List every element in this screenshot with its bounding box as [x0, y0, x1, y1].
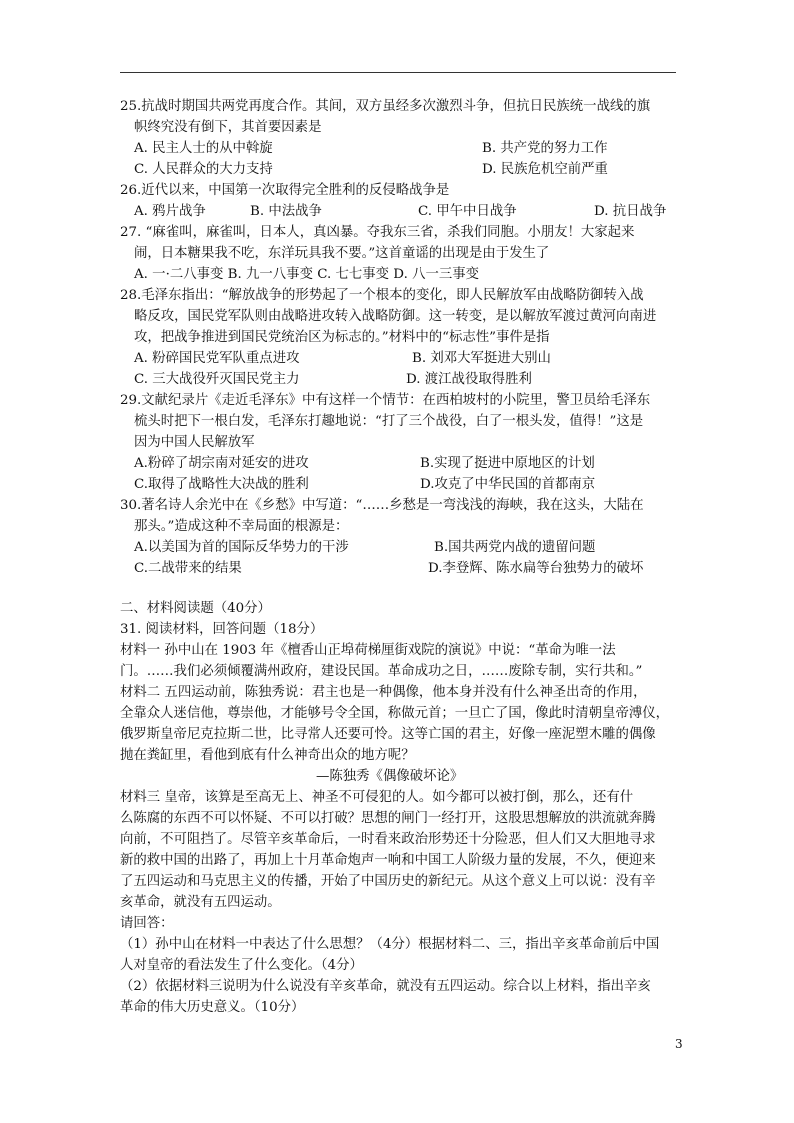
q25-option-d: D. 民族危机空前严重: [482, 162, 608, 177]
q30-option-a: A.以美国为首的国际反华势力的干涉: [134, 540, 349, 555]
q25-option-a: A. 民主人士的从中斡旋: [134, 141, 273, 156]
q25-stem-line-2: 帜终究没有倒下，其首要因素是: [134, 120, 322, 135]
q27-stem-line-2: 闹，日本糖果我不吃，东洋玩具我不要。”这首童谣的出现是由于发生了: [134, 246, 550, 261]
material1-line-2: 门。……我们必须倾覆满州政府，建设民国。革命成功之日，……废除专制，实行共和。”: [120, 664, 643, 679]
header-rule: [120, 72, 676, 73]
q30-stem-line-1: 30.著名诗人余光中在《乡愁》中写道：“……乡愁是一弯浅浅的海峡，我在这头，大陆在: [120, 498, 644, 513]
q25-stem-line-1: 25.抗战时期国共两党再度合作。其间，双方虽经多次激烈斗争，但抗日民族统一战线的旗: [120, 99, 651, 114]
material1-line-1: 材料一 孙中山在 1903 年《檀香山正埠荷梯厘街戏院的演说》中说：“革命为唯一法: [120, 643, 616, 658]
q25-option-b: B. 共产党的努力工作: [482, 141, 608, 156]
q25-option-c: C. 人民群众的大力支持: [134, 162, 273, 177]
material2-line-2: 全靠众人迷信他，尊崇他，才能够号令全国，称做元首；一旦亡了国，像此时清朝皇帝溥仪，: [120, 706, 670, 721]
material2-line-3: 俄罗斯皇帝尼克拉斯二世，比寻常人还要可怜。这等亡国的君主，好像一座泥塑木雕的偶像: [120, 727, 656, 742]
material3-line-6: 亥革命，就没有五四运动。: [120, 895, 281, 910]
q30-stem-line-2: 那头。”造成这种不幸局面的根源是：: [134, 519, 349, 534]
q31-title: 31. 阅读材料，回答问题（18分）: [120, 622, 324, 637]
q29-stem-line-1: 29.文献纪录片《走近毛泽东》中有这样一个情节：在西柏坡村的小院里，警卫员给毛泽东: [120, 393, 651, 408]
q28-option-d: D. 渡江战役取得胜利: [406, 372, 532, 387]
q26-stem: 26.近代以来，中国第一次取得完全胜利的反侵略战争是: [120, 183, 450, 198]
question-prompt: 请回答：: [120, 916, 174, 931]
q26-option-c: C. 甲午中日战争: [418, 204, 517, 219]
q28-stem-line-1: 28.毛泽东指出：“解放战争的形势起了一个根本的变化，即人民解放军由战略防御转入战: [120, 288, 644, 303]
question-2-line-2: 革命的伟大历史意义。（10分）: [120, 1000, 305, 1015]
q30-option-c: C.二战带来的结果: [134, 561, 242, 576]
q26-option-a: A. 鸦片战争: [134, 204, 206, 219]
material3-line-3: 向前，不可阻挡了。尽管辛亥革命后，一时看来政治形势还十分险恶，但人们又大胆地寻求: [120, 832, 656, 847]
q26-option-d: D. 抗日战争: [594, 204, 667, 219]
q29-option-a: A.粉碎了胡宗南对延安的进攻: [134, 456, 309, 471]
q28-option-c: C. 三大战役歼灭国民党主力: [134, 372, 300, 387]
page-number: 3: [675, 1037, 683, 1051]
material3-line-1: 材料三 皇帝，该算是至高无上、神圣不可侵犯的人。如今都可以被打倒，那么，还有什: [120, 790, 634, 805]
material3-line-4: 新的救中国的出路了，再加上十月革命炮声一响和中国工人阶级力量的发展，不久，便迎来: [120, 853, 656, 868]
q28-stem-line-3: 攻，把战争推进到国民党统治区为标志的。”材料中的“标志性”事件是指: [134, 330, 550, 345]
question-1-line-2: 人对皇帝的看法发生了什么变化。（4分）: [120, 958, 363, 973]
q28-option-a: A. 粉碎国民党军队重点进攻: [134, 351, 300, 366]
material2-source: —陈独秀《偶像破坏论》: [316, 769, 464, 784]
q29-option-d: D.攻克了中华民国的首都南京: [420, 477, 596, 492]
material2-line-4: 抛在粪缸里，看他到底有什么神奇出众的地方呢？: [120, 748, 415, 763]
q27-stem-line-1: 27. “麻雀叫，麻雀叫，日本人，真凶暴。夺我东三省，杀我们同胞。小朋友！大家起来: [120, 225, 635, 240]
material3-line-2: 么陈腐的东西不可以怀疑、不可以打破？思想的闸门一经打开，这股思想解放的洪流就奔腾: [120, 811, 656, 826]
q29-stem-line-3: 因为中国人民解放军: [134, 435, 255, 450]
material2-line-1: 材料二 五四运动前，陈独秀说：君主也是一种偶像，他本身并没有什么神圣出奇的作用，: [120, 685, 647, 700]
q28-option-b: B. 刘邓大军挺进大别山: [412, 351, 551, 366]
q29-option-b: B.实现了挺进中原地区的计划: [420, 456, 595, 471]
material3-line-5: 了五四运动和马克思主义的传播，开始了中国历史的新纪元。从这个意义上可以说：没有辛: [120, 874, 656, 889]
q28-stem-line-2: 略反攻，国民党军队则由战略进攻转入战略防御。这一转变，是以解放军渡过黄河向南进: [134, 309, 657, 324]
section2-heading: 二、材料阅读题（40分）: [120, 601, 271, 616]
q29-stem-line-2: 梳头时把下一根白发，毛泽东打趣地说：“打了三个战役，白了一根头发，值得！”这是: [134, 414, 644, 429]
q29-option-c: C.取得了战略性大决战的胜利: [134, 477, 309, 492]
q27-options: A. 一·二八事变 B. 九一八事变 C. 七七事变 D. 八一三事变: [134, 267, 480, 282]
q30-option-d: D.李登辉、陈水扁等台独势力的破坏: [428, 561, 644, 576]
question-2-line-1: （2）依据材料三说明为什么说没有辛亥革命，就没有五四运动。综合以上材料，指出辛亥: [120, 979, 651, 994]
q26-option-b: B. 中法战争: [250, 204, 322, 219]
question-1-line-1: （1）孙中山在材料一中表达了什么思想？（4分）根据材料二、三，指出辛亥革命前后中国: [120, 937, 660, 952]
q30-option-b: B.国共两党内战的遗留问题: [434, 540, 596, 555]
